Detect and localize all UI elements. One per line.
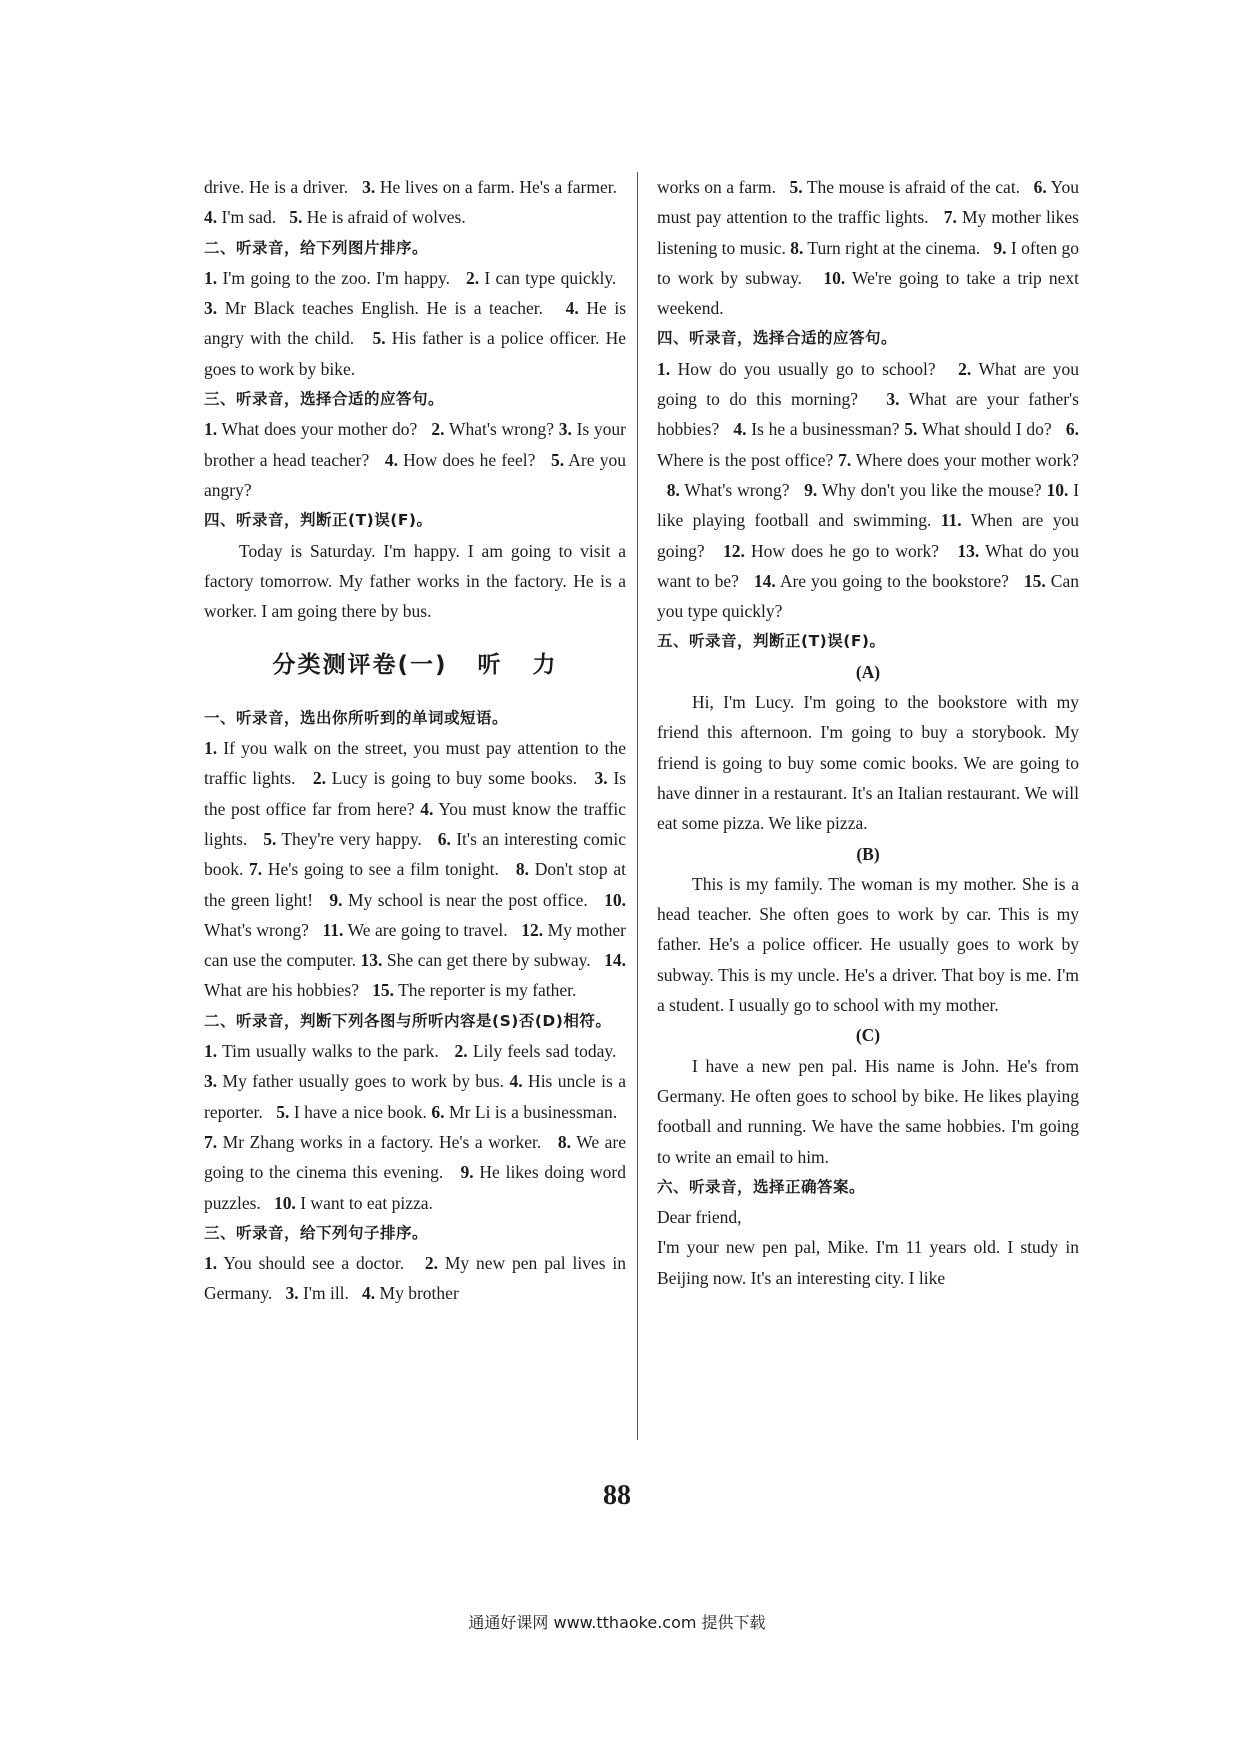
answer-text: I'm your new pen pal, Mike. I'm 11 years old. I study in Beijing now. It's an interesting city. I like — [657, 1237, 1079, 1288]
answer-text: 1. If you walk on the street, you must pay attention to the traffic lights. 2. Lucy is going to buy some books. 3. Is the post office far from here? 4. You must know the traffic lights. 5. They're very happy. 6. It's an interesting comic book. 7. He's going to see a film tonight. 8. Don't stop at the green light! 9. My school is near the post office. 10. What's wrong? 11. We are going to travel. 12. My mother can use the computer. 13. She can get there by subway. 14. What are his hobbies? 15. The reporter is my father. — [204, 738, 627, 1001]
footer-credit: 通通好课网 www.tthaoke.com 提供下载 — [468, 1613, 766, 1632]
question-heading: 二、听录音，判断下列各图与所听内容是(S)否(D)相符。 — [204, 1011, 612, 1030]
question-heading: 三、听录音，给下列句子排序。 — [204, 1223, 429, 1242]
passage-label: (C) — [855, 1025, 881, 1046]
answer-text: 1. You should see a doctor. 2. My new pen pal lives in Germany. 3. I'm ill. 4. My brother — [204, 1253, 626, 1304]
answer-text: Dear friend, — [657, 1207, 742, 1228]
question-heading: 六、听录音，选择正确答案。 — [657, 1177, 866, 1196]
answer-text: 1. Tim usually walks to the park. 2. Lily feels sad today. 3. My father usually goes to work by bus. 4. His uncle is a reporter. 5. I have a nice book. 6. Mr Li is a businessman. 7. Mr Zhang works in a factory. He's a worker. 8. We are going to the cinema this evening. 9. He likes doing word puzzles. 10. I want to eat pizza. — [204, 1041, 626, 1213]
question-heading: 一、听录音，选出你所听到的单词或短语。 — [204, 708, 509, 727]
section-title: 分类测评卷(一) 听 力 — [272, 652, 558, 679]
right-column — [657, 172, 1079, 1293]
passage-paragraph: Hi, I'm Lucy. I'm going to the bookstore with my friend this afternoon. I'm going to buy a storybook. My friend is going to buy some comic books. We are going to have dinner in a restaurant. It's an Italian restaurant. We will eat some pizza. We like pizza. — [657, 692, 1079, 834]
answer-text: works on a farm. 5. The mouse is afraid of the cat. 6. You must pay attention to the traffic lights. 7. My mother likes listening to music. 8. Turn right at the cinema. 9. I often go to work by subway. 10. We're going to take a trip next weekend. — [657, 177, 1079, 319]
answer-text: 1. How do you usually go to school? 2. What are you going to do this morning? 3. What are your father's hobbies? 4. Is he a businessman? 5. What should I do? 6. Where is the post office? 7. Where does your mother work? 8. What's wrong? 9. Why don't you like the mouse? 10. I like playing football and swimming. 11. When are you going? 12. How does he go to work? 13. What do you want to be? 14. Are you going to the bookstore? 15. Can you type quickly? — [657, 358, 1080, 622]
question-heading: 五、听录音，判断正(T)误(F)。 — [657, 632, 886, 651]
question-heading: 二、听录音，给下列图片排序。 — [204, 238, 429, 257]
answer-text: 1. I'm going to the zoo. I'm happy. 2. I can type quickly. 3. Mr Black teaches English. He is a teacher. 4. He is angry with the child. 5. His father is a police officer. He goes to work by bike. — [204, 267, 627, 379]
passage-paragraph: This is my family. The woman is my mother. She is a head teacher. She often goes to work by car. This is my father. He's a police officer. He usually goes to work by subway. This is my uncle. He's a driver. That boy is me. I'm a student. I usually go to school with my mother. — [657, 873, 1079, 1016]
column-divider — [637, 172, 638, 1440]
passage-paragraph: I have a new pen pal. His name is John. He's from Germany. He often goes to school by bike. He likes playing football and running. We have the same hobbies. I'm going to write an email to him. — [657, 1055, 1079, 1167]
passage-label: (B) — [856, 843, 880, 864]
page-number: 88 — [603, 1480, 631, 1511]
passage-label: (A) — [855, 661, 881, 682]
answer-text: drive. He is a driver. 3. He lives on a farm. He's a farmer. 4. I'm sad. 5. He is afraid of wolves. — [204, 177, 627, 228]
answer-text: 1. What does your mother do? 2. What's wrong? 3. Is your brother a head teacher? 4. How does he feel? 5. Are you angry? — [204, 419, 627, 500]
question-heading: 四、听录音，判断正(T)误(F)。 — [204, 511, 433, 530]
left-column — [204, 172, 626, 1309]
passage-paragraph: Today is Saturday. I'm happy. I am going to visit a factory tomorrow. My father works in the factory. He is a worker. I am going there by bus. — [204, 540, 626, 622]
question-heading: 三、听录音，选择合适的应答句。 — [204, 390, 445, 409]
question-heading: 四、听录音，选择合适的应答句。 — [657, 329, 898, 348]
